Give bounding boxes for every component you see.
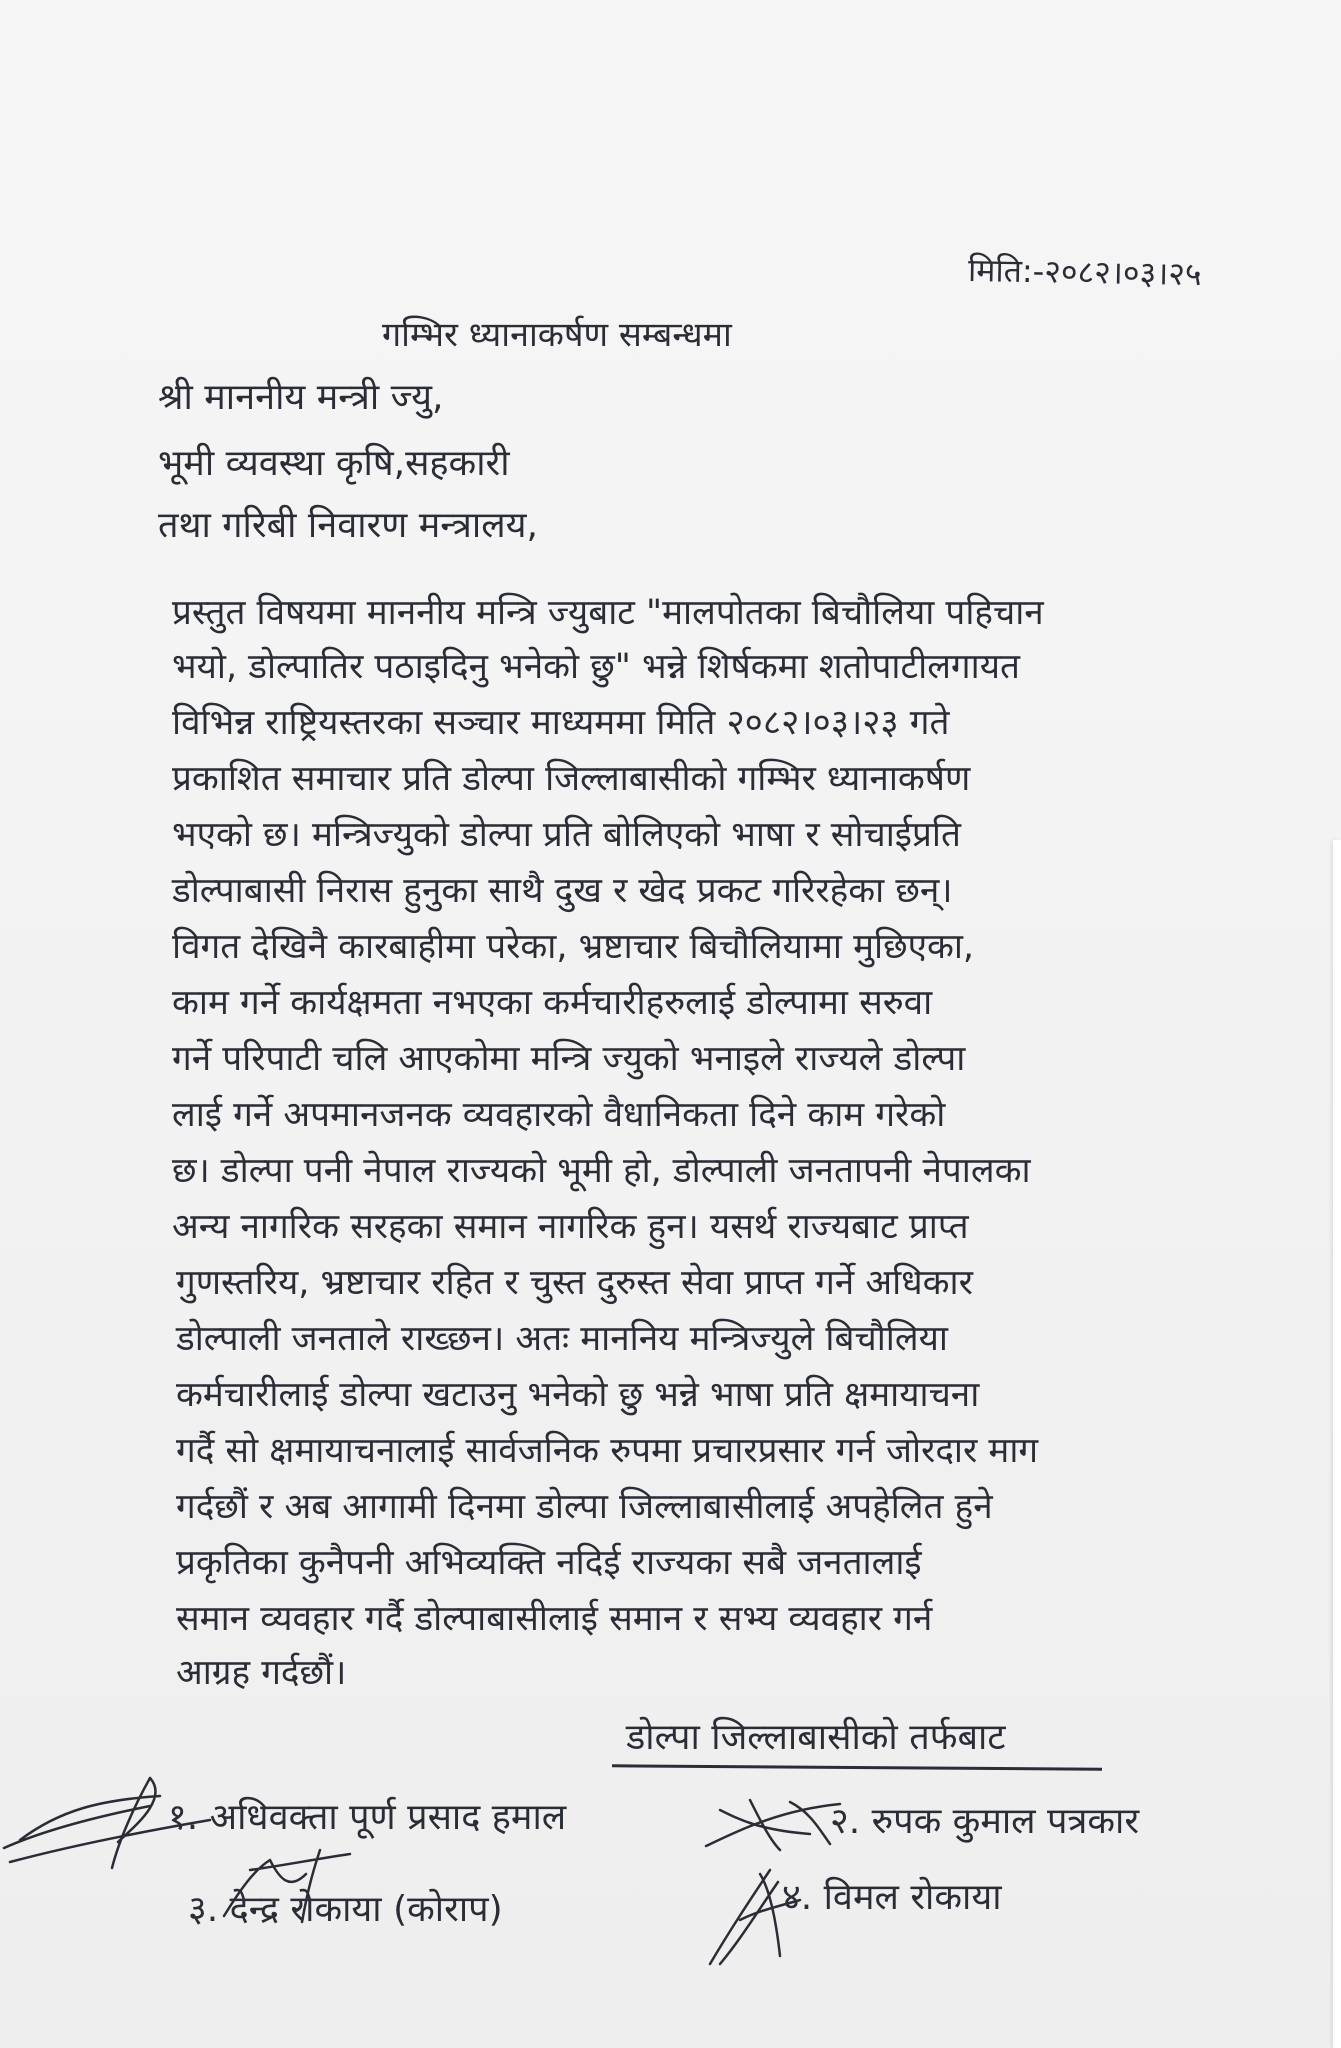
signatory-name: १. अधिवक्ता पूर्ण प्रसाद हमाल bbox=[168, 1797, 567, 1838]
body-line: समान व्यवहार गर्दै डोल्पाबासीलाई समान र सभ्य व्यवहार गर्न bbox=[176, 1599, 933, 1639]
recipient-line: श्री माननीय मन्त्री ज्यु, bbox=[158, 377, 444, 418]
recipient-line: तथा गरिबी निवारण मन्त्रालय, bbox=[158, 505, 538, 546]
closing-line: डोल्पा जिल्लाबासीको तर्फबाट bbox=[626, 1717, 1006, 1758]
body-line: डोल्पाबासी निरास हुनुका साथै दुख र खेद प्रकट गरिरहेका छन्। bbox=[172, 871, 953, 911]
body-line: कर्मचारीलाई डोल्पा खटाउनु भनेको छु भन्ने भाषा प्रति क्षमायाचना bbox=[176, 1375, 980, 1415]
body-line: डोल्पाली जनताले राख्छन। अतः माननिय मन्त्रिज्युले बिचौलिया bbox=[176, 1319, 948, 1359]
body-line: प्रकाशित समाचार प्रति डोल्पा जिल्लाबासीको गम्भिर ध्यानाकर्षण bbox=[172, 759, 971, 799]
body-line: काम गर्ने कार्यक्षमता नभएका कर्मचारीहरुलाई डोल्पामा सरुवा bbox=[172, 983, 933, 1023]
signatory-name: ३. देन्द्र रोकाया (कोराप) bbox=[188, 1889, 503, 1930]
body-line: प्रकृतिका कुनैपनी अभिव्यक्ति नदिई राज्यका सबै जनतालाई bbox=[176, 1543, 922, 1583]
body-line: विगत देखिनै कारबाहीमा परेका, भ्रष्टाचार बिचौलियामा मुछिएका, bbox=[172, 927, 975, 967]
photo-background-edge bbox=[1333, 840, 1341, 2048]
letter-date: मिति:-२०८२।०३।२५ bbox=[967, 250, 1202, 294]
recipient-line: भूमी व्यवस्था कृषि,सहकारी bbox=[158, 443, 510, 484]
signatory-name: ४. विमल रोकाया bbox=[782, 1877, 1002, 1918]
body-line: भयो, डोल्पातिर पठाइदिनु भनेको छु" भन्ने शिर्षकमा शतोपाटीलगायत bbox=[172, 647, 1020, 687]
closing-underline bbox=[612, 1764, 1102, 1770]
body-line: गर्ने परिपाटी चलि आएकोमा मन्त्रि ज्युको भनाइले राज्यले डोल्पा bbox=[172, 1039, 966, 1079]
body-line: गर्दै सो क्षमायाचनालाई सार्वजनिक रुपमा प्रचारप्रसार गर्न जोरदार माग bbox=[176, 1431, 1039, 1471]
body-line: गुणस्तरिय, भ्रष्टाचार रहित र चुस्त दुरुस्त सेवा प्राप्त गर्ने अधिकार bbox=[176, 1263, 973, 1303]
body-line: भएको छ। मन्त्रिज्युको डोल्पा प्रति बोलिएको भाषा र सोचाईप्रति bbox=[172, 815, 961, 855]
body-line: छ। डोल्पा पनी नेपाल राज्यको भूमी हो, डोल्पाली जनतापनी नेपालका bbox=[172, 1151, 1031, 1191]
body-line: अन्य नागरिक सरहका समान नागरिक हुन। यसर्थ राज्यबाट प्राप्त bbox=[172, 1207, 969, 1247]
body-line: लाई गर्ने अपमानजनक व्यवहारको वैधानिकता दिने काम गरेको bbox=[172, 1095, 946, 1135]
letter-subject: गम्भिर ध्यानाकर्षण सम्बन्धमा bbox=[382, 315, 732, 355]
body-line: आग्रह गर्दछौं। bbox=[176, 1653, 347, 1693]
body-line: प्रस्तुत विषयमा माननीय मन्त्रि ज्युबाट "मालपोतका बिचौलिया पहिचान bbox=[172, 593, 1044, 633]
signature-2 bbox=[700, 1790, 850, 1860]
body-line: विभिन्न राष्ट्रियस्तरका सञ्चार माध्यममा मिति २०८२।०३।२३ गते bbox=[172, 703, 950, 743]
body-line: गर्दछौं र अब आगामी दिनमा डोल्पा जिल्लाबासीलाई अपहेलित हुने bbox=[176, 1487, 993, 1527]
signatory-name: २. रुपक कुमाल पत्रकार bbox=[830, 1801, 1140, 1842]
